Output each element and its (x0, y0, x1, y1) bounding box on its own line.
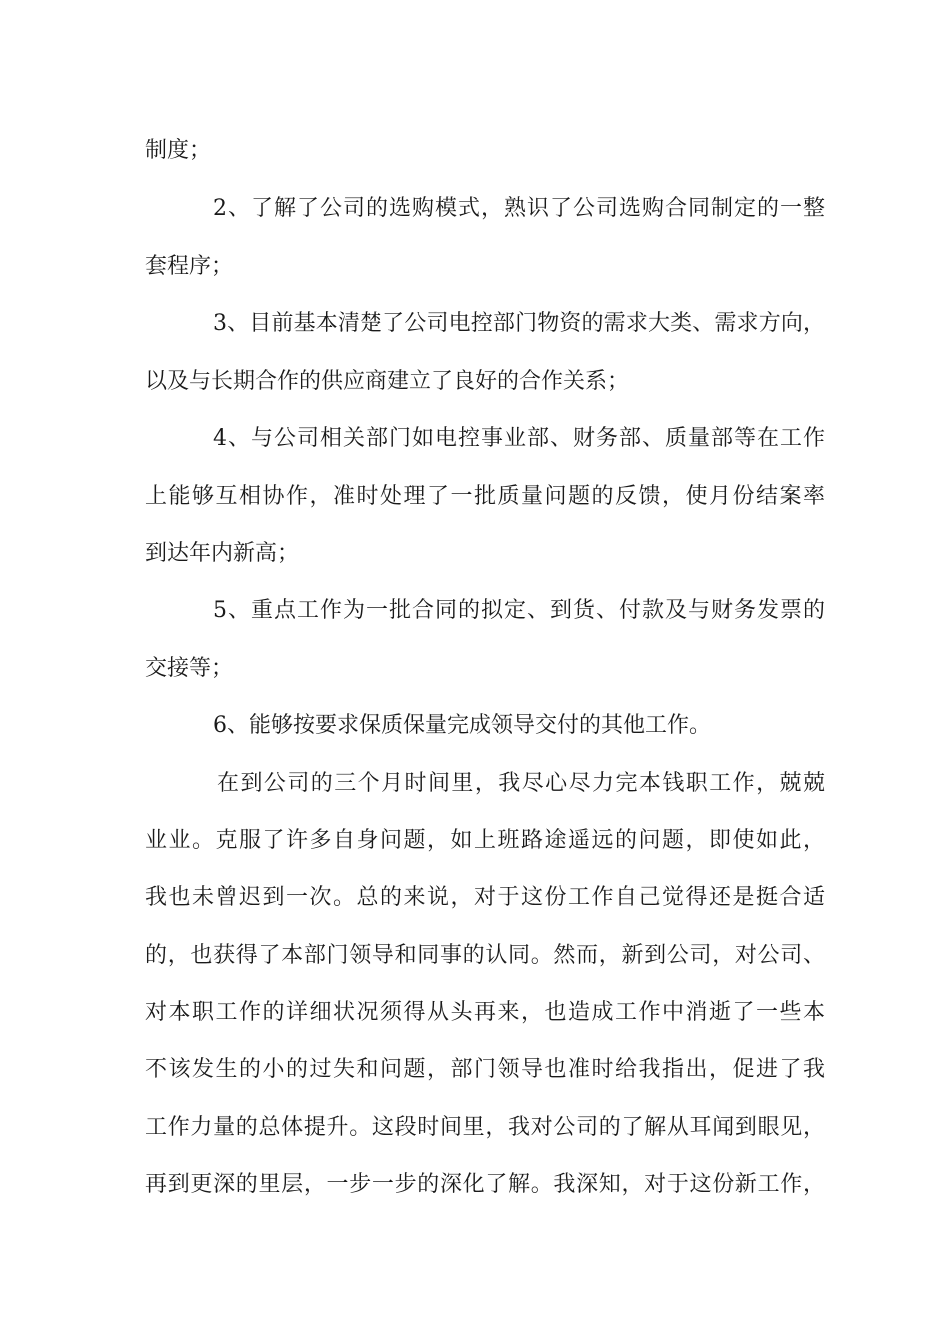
text-line-15: 的，也获得了本部门领导和同事的认同。然而，新到公司，对公司、 (145, 943, 825, 968)
text-line-14: 我也未曾迟到一次。总的来说，对于这份工作自己觉得还是挺合适 (145, 885, 825, 910)
text-line-6: 4、与公司相关部门如电控事业部、财务部、质量部等在工作 (213, 426, 825, 451)
text-line-17: 不该发生的小的过失和问题，部门领导也准时给我指出，促进了我 (145, 1057, 825, 1082)
text-line-7: 上能够互相协作，准时处理了一批质量问题的反馈，使月份结案率 (145, 484, 825, 509)
text-line-16: 对本职工作的详细状况须得从头再来，也造成工作中消逝了一些本 (145, 1000, 825, 1025)
text-line-2: 2、了解了公司的选购模式，熟识了公司选购合同制定的一整 (213, 196, 825, 221)
text-line-18: 工作力量的总体提升。这段时间里，我对公司的了解从耳闻到眼见， (145, 1115, 825, 1140)
text-line-19: 再到更深的里层，一步一步的深化了解。我深知，对于这份新工作， (145, 1172, 825, 1197)
text-line-3: 套程序； (145, 254, 234, 279)
text-line-5: 以及与长期合作的供应商建立了良好的合作关系； (145, 369, 630, 394)
text-line-10: 交接等； (145, 656, 234, 681)
text-line-11: 6、能够按要求保质保量完成领导交付的其他工作。 (213, 713, 711, 738)
text-line-4: 3、目前基本清楚了公司电控部门物资的需求大类、需求方向， (213, 311, 825, 336)
text-line-9: 5、重点工作为一批合同的拟定、到货、付款及与财务发票的 (213, 598, 825, 623)
text-line-13: 业业。克服了许多自身问题，如上班路途遥远的问题，即使如此， (145, 828, 825, 853)
text-line-8: 到达年内新高； (145, 541, 300, 566)
text-line-1: 制度； (145, 138, 212, 163)
text-line-12: 在到公司的三个月时间里，我尽心尽力完本钱职工作，兢兢 (217, 771, 825, 796)
